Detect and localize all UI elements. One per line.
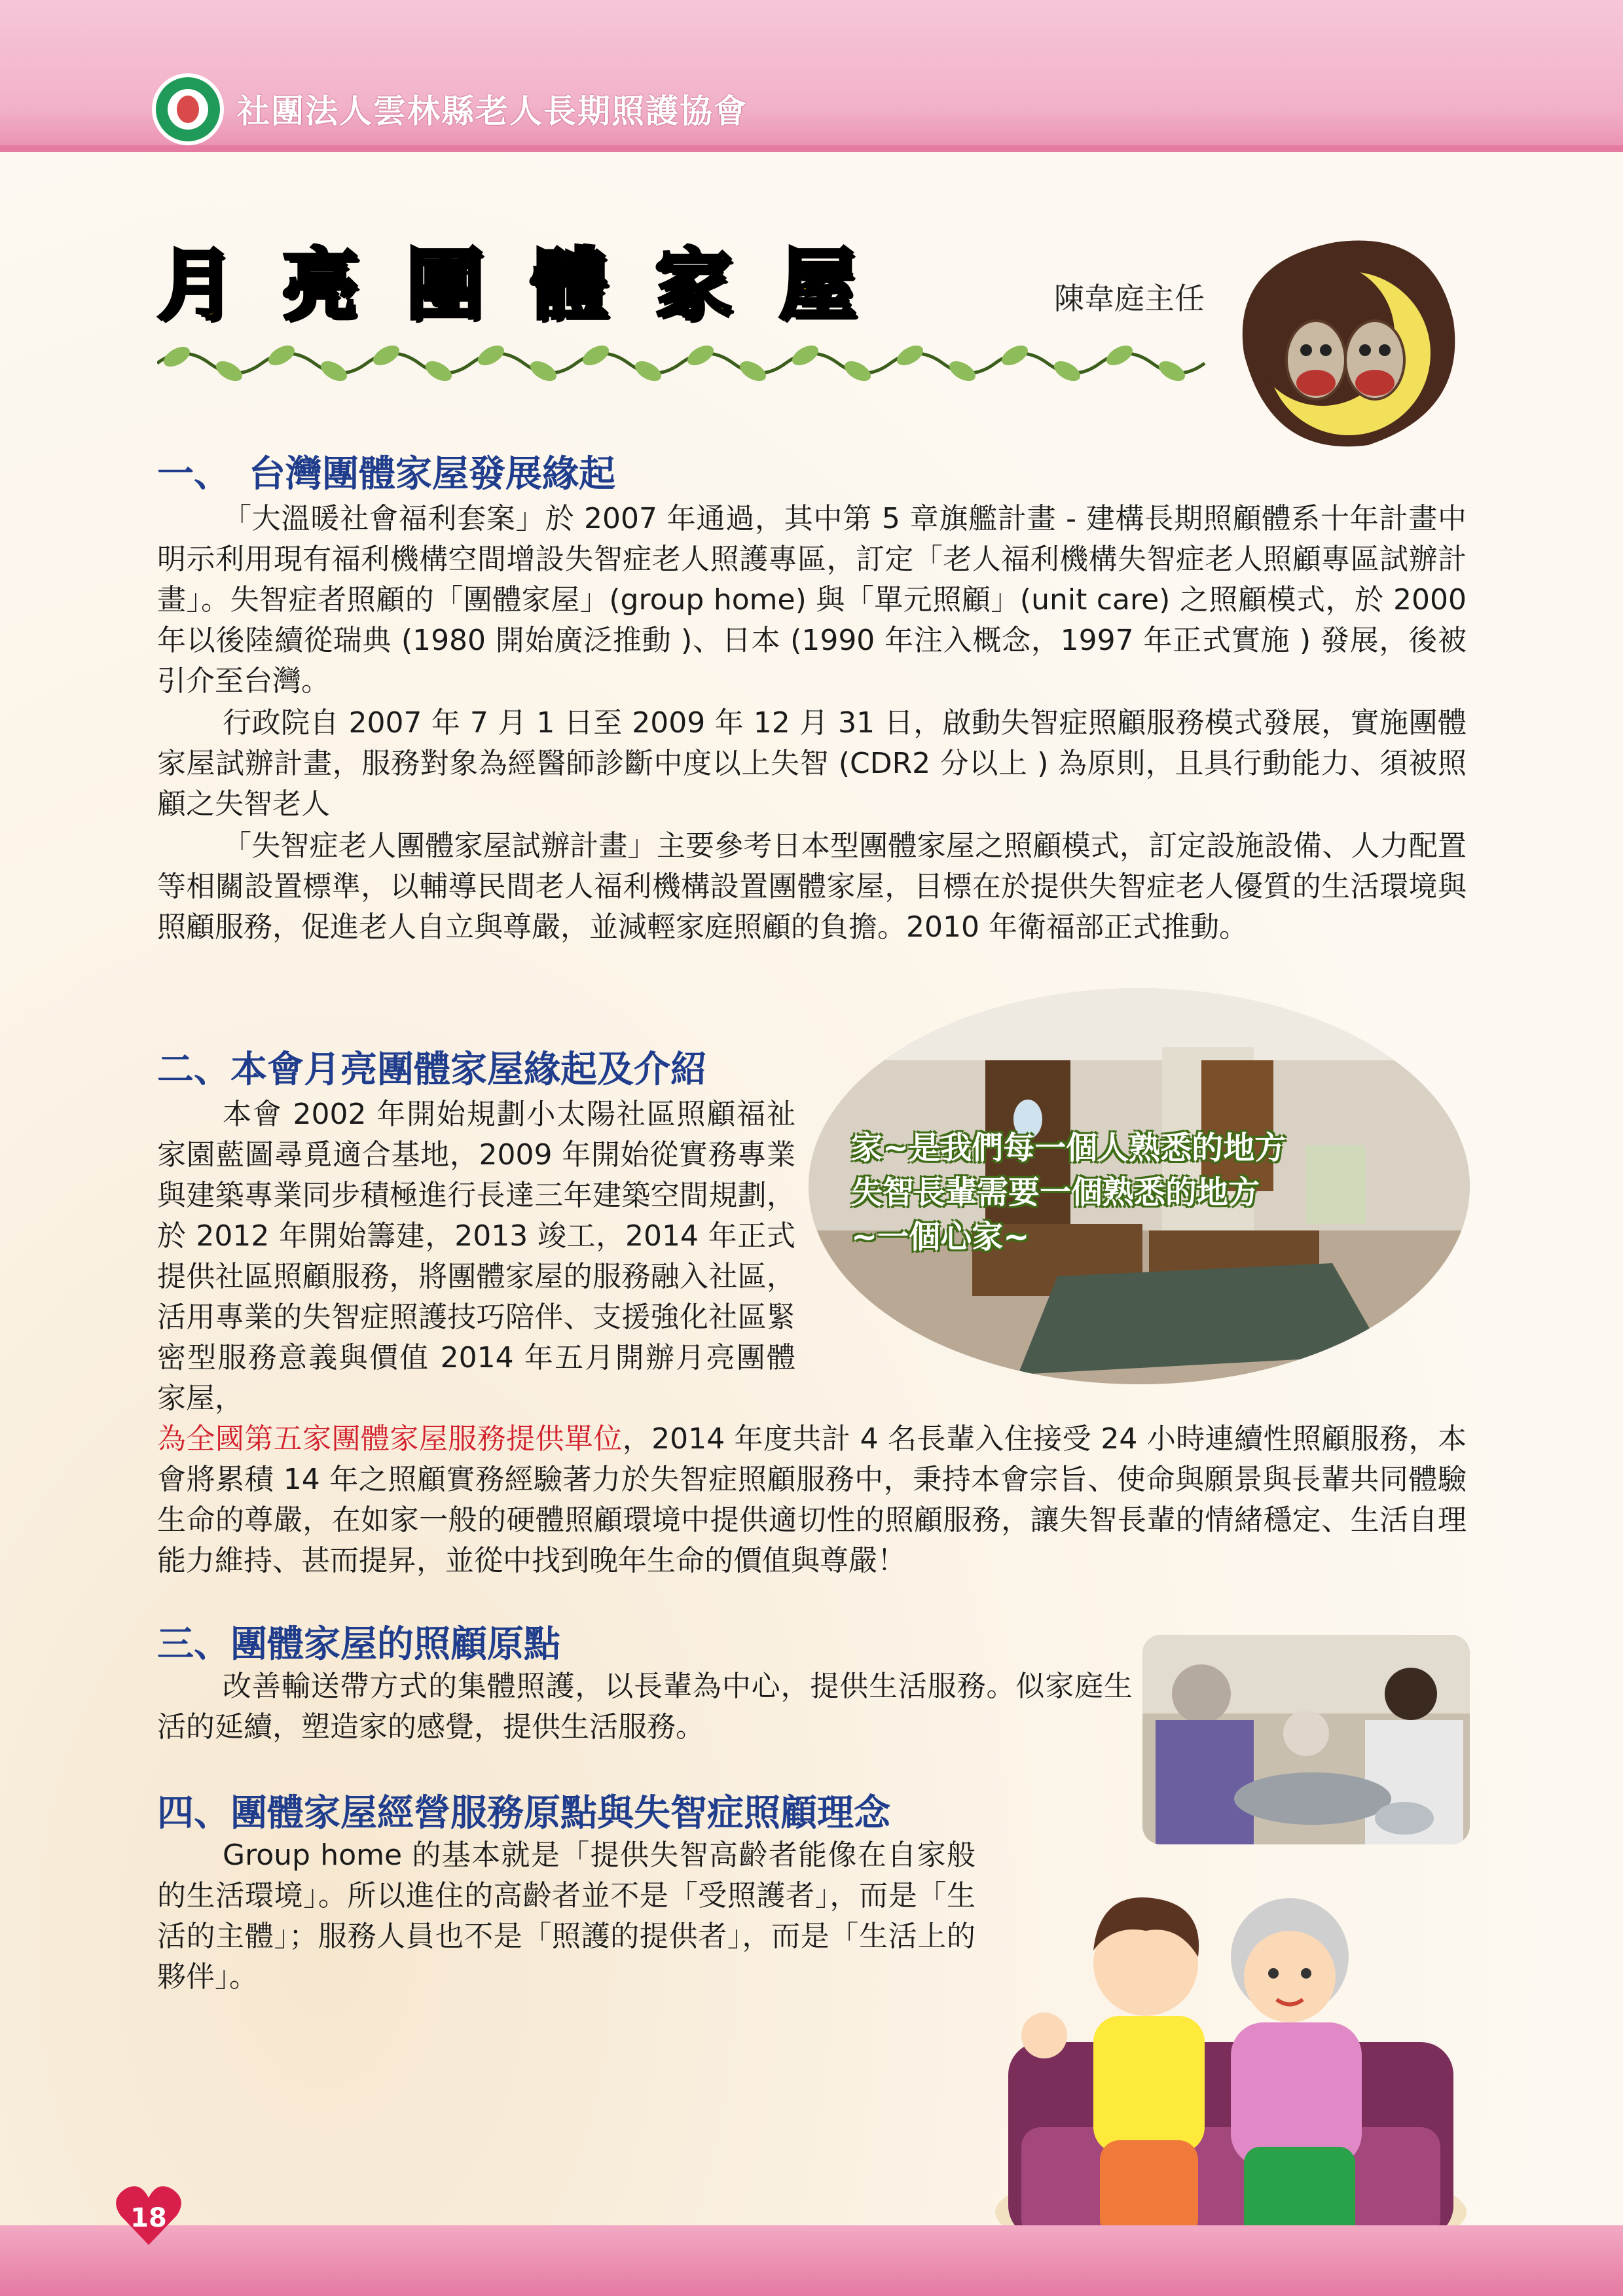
section-2-heading: 二、本會月亮團體家屋緣起及介紹 (157, 1049, 707, 1091)
section-2-paragraph-continued (157, 1419, 1467, 1581)
section-1-paragraph-1: 「大溫暖社會福利套案」於 2007 年通過，其中第 5 章旗艦計畫 - 建構長期照顧體系十年計畫中明示利用現有福利機構空間增設失智症老人照護專區，訂定「老人福利機構失智症老人照顧專區試辦計畫」。失智症者照顧的「團體家屋」(group home) 與「單元照顧」(unit care) 之照顧模式，於 2000 年以後陸續從瑞典 (1980 開始廣泛推動 )、日本 (1990 年注入概念，1997 年正式實施 ) 發展，後被引介至台灣。 (157, 502, 1467, 698)
photo-caption-line-1: 家~是我們每一個人熟悉的地方 (851, 1130, 1286, 1166)
section-4-heading: 四、團體家屋經營服務原點與失智症照顧理念 (157, 1792, 890, 1835)
vine-decoration (157, 331, 1231, 396)
association-logo (152, 73, 224, 145)
photo-caption-line-2: 失智長輩需要一個熟悉的地方 (851, 1174, 1260, 1211)
photo-caption (851, 1126, 1286, 1259)
section-1-paragraph-2: 行政院自 2007 年 7 月 1 日至 2009 年 12 月 31 日，啟動失智症照顧服務模式發展，實施團體家屋試辦計畫，服務對象為經醫師診斷中度以上失智 (CDR2 分以上 ) 為原則，且具行動能力、須被照顧之失智老人 (157, 706, 1467, 821)
header-divider (0, 145, 1623, 152)
page-title: 月亮團體家屋 (157, 240, 904, 330)
section-1-paragraph-3: 「失智症老人團體家屋試辦計畫」主要參考日本型團體家屋之照顧模式，訂定設施設備、人力配置等相關設置標準，以輔導民間老人福利機構設置團體家屋，目標在於提供失智症老人優質的生活環境與照顧服務，促進老人自立與尊嚴，並減輕家庭照顧的負擔。2010 年衛福部正式推動。 (157, 829, 1467, 944)
caregiver-elder-illustration (982, 1846, 1480, 2265)
highlight-fifth-group-home: 為全國第五家團體家屋服務提供單位 (157, 1422, 623, 1456)
footer-band (0, 2225, 1623, 2296)
section-3-paragraph: 改善輸送帶方式的集體照護，以長輩為中心，提供生活服務。似家庭生活的延續，塑造家的感覺，提供生活服務。 (157, 1670, 1133, 1744)
section-2-paragraph-rest: ，2014 年度共計 4 名長輩入住接受 24 小時連續性照顧服務，本會將累積 14 年之照顧實務經驗著力於失智症照顧服務中，秉持本會宗旨、使命與願景與長輩共同體驗生命的尊嚴，在如家一般的硬體照顧環境中提供適切性的照顧服務，讓失智長輩的情緒穩定、生活自理能力維持、甚而提昇，並從中找到晚年生命的價值與尊嚴！ (157, 1422, 1467, 1577)
author-name: 陳韋庭主任 (1054, 281, 1205, 316)
section-1-heading: 一、 台灣團體家屋發展緣起 (157, 453, 615, 495)
section-2-paragraph-intro: 本會 2002 年開始規劃小太陽社區照顧福祉家園藍圖尋覓適合基地，2009 年開始從實務專業與建築專業同步積極進行長達三年建築空間規劃，於 2012 年開始籌建，2013 竣工，2014 年正式提供社區照顧服務，將團體家屋的服務融入社區，活用專業的失智症照護技巧陪伴、支援強化社區緊密型服務意義與價值 2014 年五月開辦月亮團體家屋， (157, 1098, 795, 1415)
moon-owls-icon (1218, 223, 1467, 458)
organization-name: 社團法人雲林縣老人長期照護協會 (237, 92, 748, 130)
caregiving-activity-photo (1142, 1635, 1470, 1844)
page-number: 18 (130, 2203, 167, 2233)
section-4-paragraph: Group home 的基本就是「提供失智高齡者能像在自家般的生活環境」。所以進住的高齡者並不是「受照護者」，而是「生活的主體」；服務人員也不是「照護的提供者」，而是「生活上的夥伴」。 (157, 1839, 976, 1994)
photo-caption-line-3: ~一個心家~ (851, 1219, 1030, 1255)
section-3-heading: 三、團體家屋的照顧原點 (157, 1623, 560, 1666)
